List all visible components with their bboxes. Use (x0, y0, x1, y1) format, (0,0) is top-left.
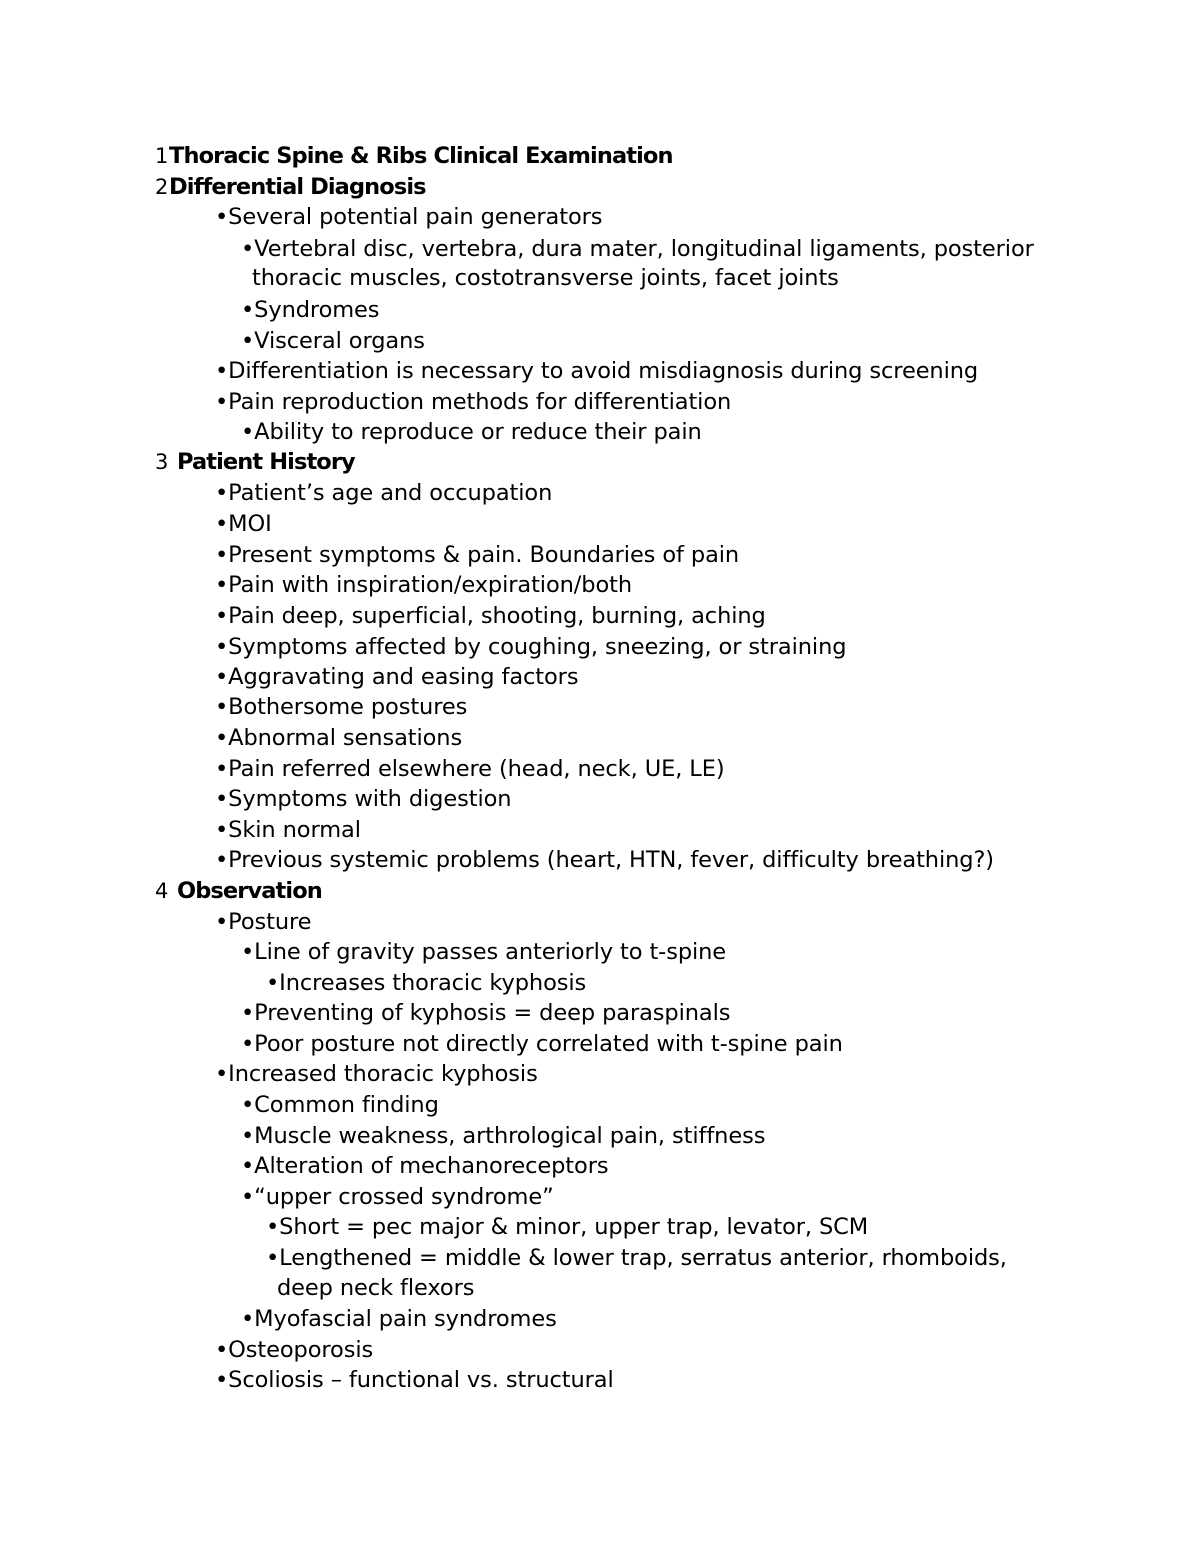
bullet-item: •Pain referred elsewhere (head, neck, UE, LE) (215, 756, 725, 782)
section-title: Thoracic Spine & Ribs Clinical Examination (169, 143, 673, 169)
bullet-item: •Increased thoracic kyphosis (215, 1061, 538, 1087)
section-number: 4 (155, 879, 169, 903)
bullet-item: •Line of gravity passes anteriorly to t-spine (241, 939, 727, 965)
bullet-item: •Posture (215, 909, 312, 935)
bullet-item: •Previous systemic problems (heart, HTN, fever, difficulty breathing?) (215, 847, 994, 873)
bullet-item: •Common finding (241, 1092, 439, 1118)
bullet-item: •Pain reproduction methods for differentiation (215, 389, 732, 415)
section-heading (155, 172, 426, 202)
bullet-item: •Abnormal sensations (215, 725, 463, 751)
bullet-item: •Vertebral disc, vertebra, dura mater, longitudinal ligaments, posterior (241, 236, 1034, 262)
bullet-item: •Aggravating and easing factors (215, 664, 579, 690)
section-heading (155, 447, 355, 477)
bullet-item-continuation: deep neck flexors (277, 1275, 475, 1301)
bullet-item: •Short = pec major & minor, upper trap, levator, SCM (266, 1214, 869, 1240)
section-number: 1 (155, 144, 169, 168)
bullet-item: •Skin normal (215, 817, 361, 843)
bullet-item: •Visceral organs (241, 328, 425, 354)
bullet-item: •Alteration of mechanoreceptors (241, 1153, 609, 1179)
bullet-item: •Present symptoms & pain. Boundaries of pain (215, 542, 740, 568)
bullet-item: •Symptoms affected by coughing, sneezing, or straining (215, 634, 847, 660)
bullet-item-continuation: thoracic muscles, costotransverse joints, facet joints (252, 265, 839, 291)
bullet-item: •Syndromes (241, 297, 380, 323)
bullet-item: •Scoliosis – functional vs. structural (215, 1367, 614, 1393)
section-number: 2 (155, 175, 169, 199)
bullet-item: •Increases thoracic kyphosis (266, 970, 587, 996)
bullet-item: •Lengthened = middle & lower trap, serratus anterior, rhomboids, (266, 1245, 1007, 1271)
bullet-item: •MOI (215, 511, 272, 537)
bullet-item: •Preventing of kyphosis = deep paraspinals (241, 1000, 731, 1026)
bullet-item: •Symptoms with digestion (215, 786, 512, 812)
bullet-item: •Muscle weakness, arthrological pain, stiffness (241, 1123, 766, 1149)
bullet-item: •Myofascial pain syndromes (241, 1306, 557, 1332)
section-number: 3 (155, 450, 169, 474)
section-title: Patient History (177, 449, 355, 475)
section-heading (155, 876, 322, 906)
section-heading (155, 141, 673, 171)
bullet-item: •Poor posture not directly correlated with t-spine pain (241, 1031, 843, 1057)
bullet-item: •Patient’s age and occupation (215, 480, 553, 506)
bullet-item: •Ability to reproduce or reduce their pain (241, 419, 702, 445)
bullet-item: •“upper crossed syndrome” (241, 1184, 554, 1210)
bullet-item: •Osteoporosis (215, 1337, 374, 1363)
section-title: Observation (177, 878, 322, 904)
bullet-item: •Pain with inspiration/expiration/both (215, 572, 632, 598)
bullet-item: •Several potential pain generators (215, 204, 603, 230)
bullet-item: •Differentiation is necessary to avoid misdiagnosis during screening (215, 358, 979, 384)
section-title: Differential Diagnosis (169, 174, 426, 200)
bullet-item: •Bothersome postures (215, 694, 468, 720)
bullet-item: •Pain deep, superficial, shooting, burning, aching (215, 603, 766, 629)
